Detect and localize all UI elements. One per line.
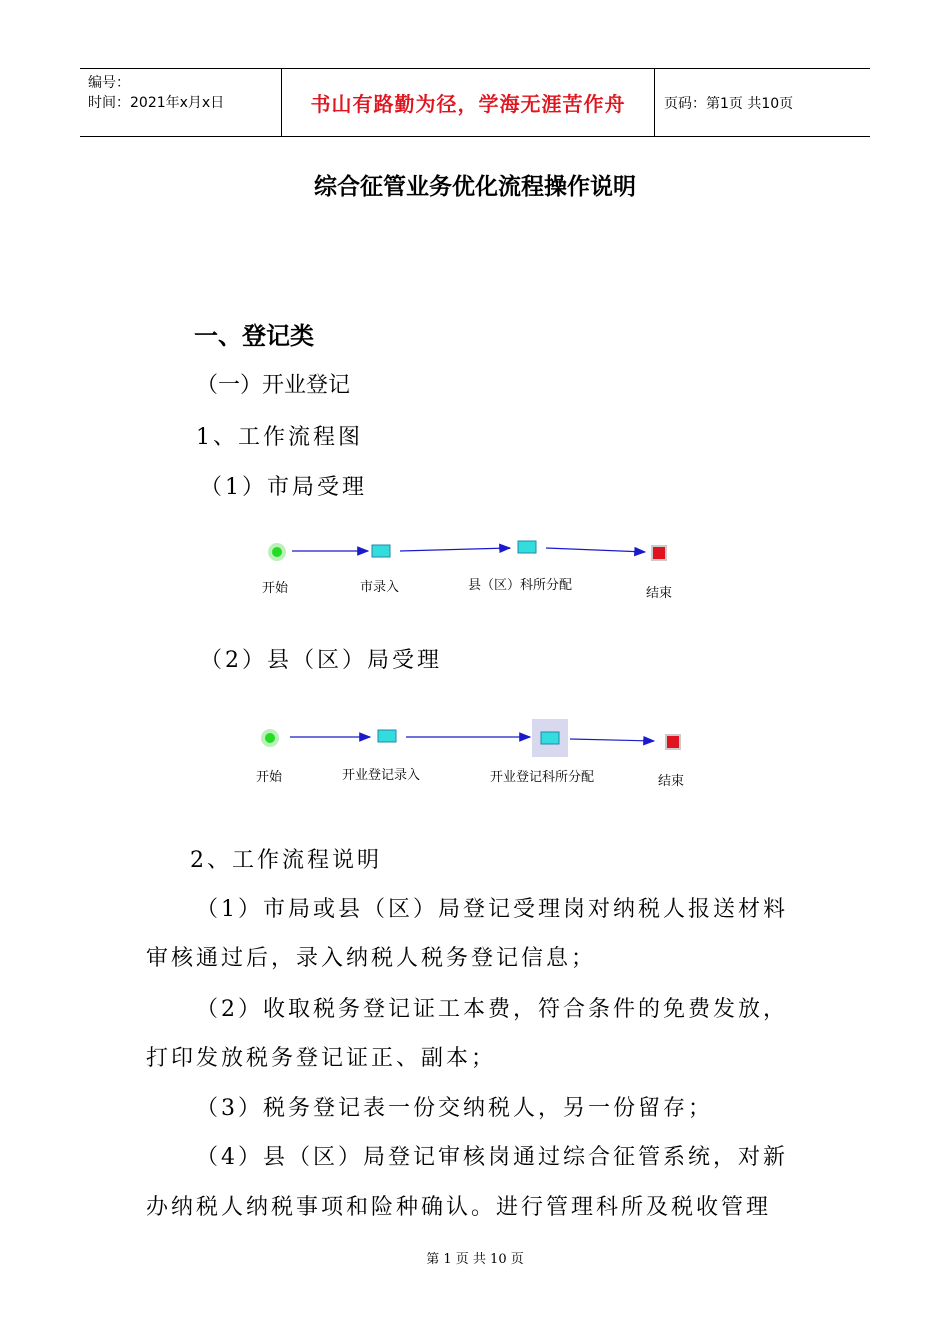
flow2-node-label: 开业登记录入 xyxy=(342,768,421,783)
flow1-title: （1）市局受理 xyxy=(200,475,367,500)
flow2-node-label: 开业登记科所分配 xyxy=(490,770,595,785)
page-header xyxy=(80,68,870,137)
document-date-label: 时间：2021年x月x日 xyxy=(88,95,225,111)
flow1-end-node xyxy=(652,546,666,560)
paragraph-line: （1）市局或县（区）局登记受理岗对纳税人报送材料 xyxy=(196,897,788,922)
flow2-start-node xyxy=(263,731,277,745)
flow1-arrow-3 xyxy=(546,548,645,552)
flow2-task-node-1 xyxy=(378,730,396,742)
flowchart-county-graphic xyxy=(250,715,710,795)
paragraph-line: 打印发放税务登记证正、副本； xyxy=(146,1046,497,1071)
paragraph-line: （4）县（区）局登记审核岗通过综合征管系统，对新 xyxy=(196,1145,788,1170)
flow1-node-label: 县（区）科所分配 xyxy=(468,578,573,593)
flowchart-county xyxy=(250,715,710,795)
header-meta xyxy=(80,69,281,136)
paragraph-line: （3）税务登记表一份交纳税人，另一份留存； xyxy=(196,1096,713,1121)
paragraph-line: 办纳税人纳税事项和险种确认。进行管理科所及税收管理 xyxy=(146,1195,772,1220)
header-page-number: 页码：第1页 共10页 xyxy=(664,95,794,112)
item-heading-flowchart: 1、工作流程图 xyxy=(196,425,363,450)
flow2-end-node xyxy=(666,735,680,749)
flow1-task-node-2 xyxy=(518,541,536,553)
header-motto: 书山有路勤为径，学海无涯苦作舟 xyxy=(281,69,655,136)
flow1-arrow-2 xyxy=(400,548,510,551)
document-title: 综合征管业务优化流程操作说明 xyxy=(314,174,636,200)
flow2-task-node-2 xyxy=(541,732,559,744)
flow2-node-label: 开始 xyxy=(256,770,283,785)
flow2-title: （2）县（区）局受理 xyxy=(200,648,442,673)
document-number-label: 编号： xyxy=(88,75,130,91)
flow1-node-label: 市录入 xyxy=(360,580,400,595)
flow1-node-label: 开始 xyxy=(262,581,289,596)
flowchart-city xyxy=(250,530,710,610)
subsection-heading: （一）开业登记 xyxy=(196,373,351,398)
flow1-start-node xyxy=(270,545,284,559)
flowchart-city-graphic xyxy=(250,530,710,610)
paragraph-line: 审核通过后，录入纳税人税务登记信息； xyxy=(146,946,597,971)
section-heading: 一、登记类 xyxy=(194,322,314,350)
page-footer: 第 1 页 共 10 页 xyxy=(426,1252,524,1267)
flow1-task-node-1 xyxy=(372,545,390,557)
flow2-node-label: 结束 xyxy=(658,774,685,789)
flow1-node-label: 结束 xyxy=(646,586,673,601)
paragraph-line: （2）收取税务登记证工本费，符合条件的免费发放， xyxy=(196,997,788,1022)
item-heading-description: 2、工作流程说明 xyxy=(190,848,382,873)
flow2-arrow-3 xyxy=(570,739,654,741)
